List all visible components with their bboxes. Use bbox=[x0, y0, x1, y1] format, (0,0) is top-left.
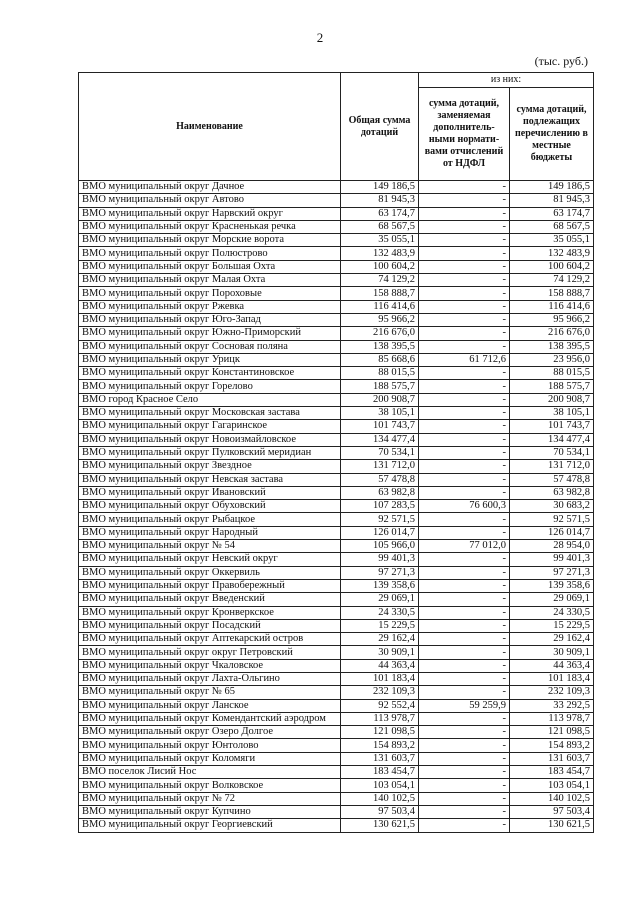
table-row bbox=[79, 446, 594, 459]
cell-total: 188 575,7 bbox=[341, 380, 419, 393]
cell-replaced: - bbox=[419, 739, 510, 752]
table-row bbox=[79, 513, 594, 526]
cell-replaced: - bbox=[419, 579, 510, 592]
cell-name: ВМО муниципальный округ Введенский bbox=[79, 593, 341, 606]
table-row bbox=[79, 420, 594, 433]
cell-name: ВМО муниципальный округ Георгиевский bbox=[79, 819, 341, 832]
cell-total: 92 571,5 bbox=[341, 513, 419, 526]
cell-replaced: - bbox=[419, 287, 510, 300]
table-row bbox=[79, 553, 594, 566]
cell-total: 126 014,7 bbox=[341, 526, 419, 539]
cell-total: 74 129,2 bbox=[341, 274, 419, 287]
cell-replaced: - bbox=[419, 672, 510, 685]
cell-name: ВМО муниципальный округ № 54 bbox=[79, 540, 341, 553]
table-row bbox=[79, 686, 594, 699]
cell-total: 116 414,6 bbox=[341, 300, 419, 313]
table-row bbox=[79, 340, 594, 353]
cell-total: 97 271,3 bbox=[341, 566, 419, 579]
cell-name: ВМО муниципальный округ № 72 bbox=[79, 792, 341, 805]
cell-replaced: - bbox=[419, 460, 510, 473]
cell-total: 85 668,6 bbox=[341, 353, 419, 366]
cell-replaced: - bbox=[419, 686, 510, 699]
table-row bbox=[79, 181, 594, 194]
cell-transferred: 44 363,4 bbox=[510, 659, 594, 672]
cell-total: 183 454,7 bbox=[341, 766, 419, 779]
table-row bbox=[79, 579, 594, 592]
cell-total: 200 908,7 bbox=[341, 393, 419, 406]
table-row bbox=[79, 712, 594, 725]
cell-transferred: 138 395,5 bbox=[510, 340, 594, 353]
cell-replaced: - bbox=[419, 420, 510, 433]
cell-replaced: - bbox=[419, 593, 510, 606]
cell-name: ВМО муниципальный округ Константиновское bbox=[79, 367, 341, 380]
cell-transferred: 139 358,6 bbox=[510, 579, 594, 592]
cell-name: ВМО муниципальный округ округ Петровский bbox=[79, 646, 341, 659]
cell-name: ВМО муниципальный округ № 65 bbox=[79, 686, 341, 699]
cell-replaced: - bbox=[419, 486, 510, 499]
table-row bbox=[79, 473, 594, 486]
subsidies-table bbox=[78, 72, 594, 833]
cell-transferred: 131 712,0 bbox=[510, 460, 594, 473]
table-row bbox=[79, 805, 594, 818]
cell-transferred: 97 271,3 bbox=[510, 566, 594, 579]
table-row bbox=[79, 766, 594, 779]
cell-total: 68 567,5 bbox=[341, 220, 419, 233]
cell-name: ВМО муниципальный округ Горелово bbox=[79, 380, 341, 393]
cell-name: ВМО муниципальный округ Сосновая поляна bbox=[79, 340, 341, 353]
cell-transferred: 200 908,7 bbox=[510, 393, 594, 406]
cell-name: ВМО муниципальный округ Невский округ bbox=[79, 553, 341, 566]
cell-total: 88 015,5 bbox=[341, 367, 419, 380]
cell-replaced: - bbox=[419, 659, 510, 672]
cell-replaced: - bbox=[419, 393, 510, 406]
cell-total: 131 603,7 bbox=[341, 752, 419, 765]
table-row bbox=[79, 672, 594, 685]
cell-name: ВМО муниципальный округ Урицк bbox=[79, 353, 341, 366]
cell-name: ВМО муниципальный округ Лахта-Ольгино bbox=[79, 672, 341, 685]
cell-name: ВМО муниципальный округ Народный bbox=[79, 526, 341, 539]
cell-name: ВМО муниципальный округ Ржевка bbox=[79, 300, 341, 313]
cell-total: 97 503,4 bbox=[341, 805, 419, 818]
table-row bbox=[79, 300, 594, 313]
cell-name: ВМО муниципальный округ Комендантский аэродром bbox=[79, 712, 341, 725]
cell-replaced: - bbox=[419, 327, 510, 340]
table-row bbox=[79, 566, 594, 579]
cell-total: 103 054,1 bbox=[341, 779, 419, 792]
cell-transferred: 63 982,8 bbox=[510, 486, 594, 499]
cell-name: ВМО муниципальный округ Аптекарский остров bbox=[79, 633, 341, 646]
cell-total: 158 888,7 bbox=[341, 287, 419, 300]
cell-transferred: 23 956,0 bbox=[510, 353, 594, 366]
units-label: (тыс. руб.) bbox=[534, 54, 588, 68]
header-group: из них: bbox=[419, 73, 594, 88]
cell-total: 24 330,5 bbox=[341, 606, 419, 619]
cell-name: ВМО муниципальный округ Оккервиль bbox=[79, 566, 341, 579]
cell-replaced: - bbox=[419, 726, 510, 739]
header-total: Общая сумма дотаций bbox=[341, 73, 419, 181]
page-number: 2 bbox=[316, 30, 324, 45]
table-row bbox=[79, 220, 594, 233]
header-transferred: сумма дотаций, подлежащих перечислению в местные бюджеты bbox=[510, 88, 594, 181]
cell-name: ВМО муниципальный округ Ивановский bbox=[79, 486, 341, 499]
cell-total: 105 966,0 bbox=[341, 540, 419, 553]
table-row bbox=[79, 593, 594, 606]
cell-total: 35 055,1 bbox=[341, 234, 419, 247]
cell-total: 44 363,4 bbox=[341, 659, 419, 672]
table-row bbox=[79, 633, 594, 646]
cell-transferred: 116 414,6 bbox=[510, 300, 594, 313]
cell-replaced: 59 259,9 bbox=[419, 699, 510, 712]
table-row bbox=[79, 247, 594, 260]
cell-transferred: 15 229,5 bbox=[510, 619, 594, 632]
table-row bbox=[79, 659, 594, 672]
cell-replaced: - bbox=[419, 619, 510, 632]
cell-name: ВМО муниципальный округ Обуховский bbox=[79, 500, 341, 513]
cell-total: 232 109,3 bbox=[341, 686, 419, 699]
table-row bbox=[79, 752, 594, 765]
cell-replaced: - bbox=[419, 300, 510, 313]
cell-name: ВМО муниципальный округ Кронверкское bbox=[79, 606, 341, 619]
cell-transferred: 88 015,5 bbox=[510, 367, 594, 380]
cell-transferred: 92 571,5 bbox=[510, 513, 594, 526]
cell-name: ВМО муниципальный округ Купчино bbox=[79, 805, 341, 818]
cell-total: 92 552,4 bbox=[341, 699, 419, 712]
cell-name: ВМО муниципальный округ Волковское bbox=[79, 779, 341, 792]
cell-replaced: - bbox=[419, 752, 510, 765]
cell-name: ВМО муниципальный округ Московская застава bbox=[79, 407, 341, 420]
table-row bbox=[79, 486, 594, 499]
cell-name: ВМО муниципальный округ Гагаринское bbox=[79, 420, 341, 433]
table-row bbox=[79, 393, 594, 406]
table-row bbox=[79, 380, 594, 393]
table-row bbox=[79, 619, 594, 632]
cell-transferred: 126 014,7 bbox=[510, 526, 594, 539]
cell-transferred: 30 683,2 bbox=[510, 500, 594, 513]
header-name: Наименование bbox=[79, 73, 341, 181]
cell-replaced: - bbox=[419, 473, 510, 486]
table-row bbox=[79, 699, 594, 712]
cell-transferred: 95 966,2 bbox=[510, 313, 594, 326]
cell-replaced: - bbox=[419, 313, 510, 326]
cell-replaced: 77 012,0 bbox=[419, 540, 510, 553]
cell-name: ВМО муниципальный округ Посадский bbox=[79, 619, 341, 632]
table-row bbox=[79, 407, 594, 420]
cell-total: 138 395,5 bbox=[341, 340, 419, 353]
cell-total: 100 604,2 bbox=[341, 260, 419, 273]
cell-transferred: 154 893,2 bbox=[510, 739, 594, 752]
cell-total: 149 186,5 bbox=[341, 181, 419, 194]
cell-transferred: 130 621,5 bbox=[510, 819, 594, 832]
cell-name: ВМО муниципальный округ Звездное bbox=[79, 460, 341, 473]
cell-replaced: - bbox=[419, 380, 510, 393]
cell-replaced: - bbox=[419, 566, 510, 579]
cell-total: 95 966,2 bbox=[341, 313, 419, 326]
cell-total: 15 229,5 bbox=[341, 619, 419, 632]
cell-transferred: 33 292,5 bbox=[510, 699, 594, 712]
cell-transferred: 232 109,3 bbox=[510, 686, 594, 699]
cell-transferred: 134 477,4 bbox=[510, 433, 594, 446]
cell-name: ВМО муниципальный округ Нарвский округ bbox=[79, 207, 341, 220]
cell-transferred: 38 105,1 bbox=[510, 407, 594, 420]
cell-name: ВМО муниципальный округ Полюстрово bbox=[79, 247, 341, 260]
cell-replaced: - bbox=[419, 526, 510, 539]
cell-total: 216 676,0 bbox=[341, 327, 419, 340]
cell-replaced: - bbox=[419, 194, 510, 207]
cell-transferred: 24 330,5 bbox=[510, 606, 594, 619]
cell-transferred: 183 454,7 bbox=[510, 766, 594, 779]
cell-total: 121 098,5 bbox=[341, 726, 419, 739]
cell-transferred: 188 575,7 bbox=[510, 380, 594, 393]
cell-name: ВМО муниципальный округ Озеро Долгое bbox=[79, 726, 341, 739]
cell-transferred: 131 603,7 bbox=[510, 752, 594, 765]
cell-replaced: - bbox=[419, 433, 510, 446]
cell-transferred: 35 055,1 bbox=[510, 234, 594, 247]
cell-replaced: - bbox=[419, 247, 510, 260]
cell-transferred: 149 186,5 bbox=[510, 181, 594, 194]
table-row bbox=[79, 353, 594, 366]
cell-total: 131 712,0 bbox=[341, 460, 419, 473]
table-row bbox=[79, 327, 594, 340]
cell-transferred: 113 978,7 bbox=[510, 712, 594, 725]
cell-total: 113 978,7 bbox=[341, 712, 419, 725]
table-row bbox=[79, 739, 594, 752]
header-replaced: сумма дотаций, заменяемая дополнитель-ными нормати-вами отчислений от НДФЛ bbox=[419, 88, 510, 181]
cell-transferred: 81 945,3 bbox=[510, 194, 594, 207]
cell-name: ВМО город Красное Село bbox=[79, 393, 341, 406]
cell-transferred: 57 478,8 bbox=[510, 473, 594, 486]
cell-total: 101 183,4 bbox=[341, 672, 419, 685]
cell-transferred: 158 888,7 bbox=[510, 287, 594, 300]
cell-name: ВМО муниципальный округ Пулковский меридиан bbox=[79, 446, 341, 459]
cell-transferred: 29 162,4 bbox=[510, 633, 594, 646]
cell-name: ВМО муниципальный округ Морские ворота bbox=[79, 234, 341, 247]
table-row bbox=[79, 194, 594, 207]
cell-replaced: - bbox=[419, 712, 510, 725]
cell-total: 38 105,1 bbox=[341, 407, 419, 420]
cell-replaced: - bbox=[419, 446, 510, 459]
table-row bbox=[79, 646, 594, 659]
cell-total: 107 283,5 bbox=[341, 500, 419, 513]
cell-transferred: 101 183,4 bbox=[510, 672, 594, 685]
cell-replaced: 76 600,3 bbox=[419, 500, 510, 513]
table-row bbox=[79, 274, 594, 287]
cell-transferred: 28 954,0 bbox=[510, 540, 594, 553]
table-row bbox=[79, 433, 594, 446]
cell-replaced: - bbox=[419, 367, 510, 380]
table-row bbox=[79, 540, 594, 553]
cell-total: 154 893,2 bbox=[341, 739, 419, 752]
cell-transferred: 97 503,4 bbox=[510, 805, 594, 818]
cell-replaced: - bbox=[419, 819, 510, 832]
table-row bbox=[79, 367, 594, 380]
cell-name: ВМО муниципальный округ Правобережный bbox=[79, 579, 341, 592]
cell-total: 70 534,1 bbox=[341, 446, 419, 459]
table-row bbox=[79, 260, 594, 273]
cell-name: ВМО муниципальный округ Большая Охта bbox=[79, 260, 341, 273]
cell-transferred: 30 909,1 bbox=[510, 646, 594, 659]
cell-total: 139 358,6 bbox=[341, 579, 419, 592]
cell-name: ВМО муниципальный округ Юго-Запад bbox=[79, 313, 341, 326]
cell-replaced: - bbox=[419, 792, 510, 805]
cell-replaced: - bbox=[419, 646, 510, 659]
cell-name: ВМО муниципальный округ Автово bbox=[79, 194, 341, 207]
cell-total: 130 621,5 bbox=[341, 819, 419, 832]
cell-total: 29 069,1 bbox=[341, 593, 419, 606]
cell-name: ВМО муниципальный округ Ланское bbox=[79, 699, 341, 712]
cell-replaced: 61 712,6 bbox=[419, 353, 510, 366]
cell-replaced: - bbox=[419, 207, 510, 220]
cell-replaced: - bbox=[419, 407, 510, 420]
table-row bbox=[79, 779, 594, 792]
cell-total: 30 909,1 bbox=[341, 646, 419, 659]
cell-total: 63 174,7 bbox=[341, 207, 419, 220]
cell-replaced: - bbox=[419, 340, 510, 353]
cell-name: ВМО муниципальный округ Рыбацкое bbox=[79, 513, 341, 526]
cell-name: ВМО муниципальный округ Чкаловское bbox=[79, 659, 341, 672]
cell-total: 99 401,3 bbox=[341, 553, 419, 566]
cell-transferred: 121 098,5 bbox=[510, 726, 594, 739]
cell-name: ВМО муниципальный округ Коломяги bbox=[79, 752, 341, 765]
cell-transferred: 74 129,2 bbox=[510, 274, 594, 287]
cell-replaced: - bbox=[419, 805, 510, 818]
table-row bbox=[79, 819, 594, 832]
table-body bbox=[79, 181, 594, 833]
cell-replaced: - bbox=[419, 553, 510, 566]
cell-replaced: - bbox=[419, 274, 510, 287]
cell-transferred: 216 676,0 bbox=[510, 327, 594, 340]
cell-total: 140 102,5 bbox=[341, 792, 419, 805]
cell-replaced: - bbox=[419, 779, 510, 792]
table-row bbox=[79, 287, 594, 300]
cell-replaced: - bbox=[419, 234, 510, 247]
cell-total: 101 743,7 bbox=[341, 420, 419, 433]
cell-name: ВМО муниципальный округ Невская застава bbox=[79, 473, 341, 486]
cell-total: 81 945,3 bbox=[341, 194, 419, 207]
cell-name: ВМО муниципальный округ Пороховые bbox=[79, 287, 341, 300]
cell-name: ВМО муниципальный округ Южно-Приморский bbox=[79, 327, 341, 340]
table-row bbox=[79, 207, 594, 220]
table-row bbox=[79, 726, 594, 739]
cell-replaced: - bbox=[419, 220, 510, 233]
cell-transferred: 103 054,1 bbox=[510, 779, 594, 792]
cell-name: ВМО поселок Лисий Нос bbox=[79, 766, 341, 779]
table-row bbox=[79, 313, 594, 326]
cell-transferred: 63 174,7 bbox=[510, 207, 594, 220]
table-row bbox=[79, 606, 594, 619]
cell-replaced: - bbox=[419, 633, 510, 646]
cell-name: ВМО муниципальный округ Красненькая речка bbox=[79, 220, 341, 233]
cell-replaced: - bbox=[419, 766, 510, 779]
table-row bbox=[79, 500, 594, 513]
cell-transferred: 100 604,2 bbox=[510, 260, 594, 273]
table-row bbox=[79, 460, 594, 473]
cell-name: ВМО муниципальный округ Малая Охта bbox=[79, 274, 341, 287]
cell-transferred: 70 534,1 bbox=[510, 446, 594, 459]
cell-total: 63 982,8 bbox=[341, 486, 419, 499]
cell-total: 132 483,9 bbox=[341, 247, 419, 260]
cell-total: 134 477,4 bbox=[341, 433, 419, 446]
cell-transferred: 132 483,9 bbox=[510, 247, 594, 260]
cell-name: ВМО муниципальный округ Новоизмайловское bbox=[79, 433, 341, 446]
cell-transferred: 101 743,7 bbox=[510, 420, 594, 433]
cell-replaced: - bbox=[419, 513, 510, 526]
cell-transferred: 140 102,5 bbox=[510, 792, 594, 805]
cell-name: ВМО муниципальный округ Дачное bbox=[79, 181, 341, 194]
cell-replaced: - bbox=[419, 181, 510, 194]
cell-transferred: 29 069,1 bbox=[510, 593, 594, 606]
cell-transferred: 68 567,5 bbox=[510, 220, 594, 233]
cell-replaced: - bbox=[419, 606, 510, 619]
cell-name: ВМО муниципальный округ Юнтолово bbox=[79, 739, 341, 752]
cell-replaced: - bbox=[419, 260, 510, 273]
cell-total: 29 162,4 bbox=[341, 633, 419, 646]
cell-total: 57 478,8 bbox=[341, 473, 419, 486]
cell-transferred: 99 401,3 bbox=[510, 553, 594, 566]
table-row bbox=[79, 234, 594, 247]
table-row bbox=[79, 526, 594, 539]
table-row bbox=[79, 792, 594, 805]
